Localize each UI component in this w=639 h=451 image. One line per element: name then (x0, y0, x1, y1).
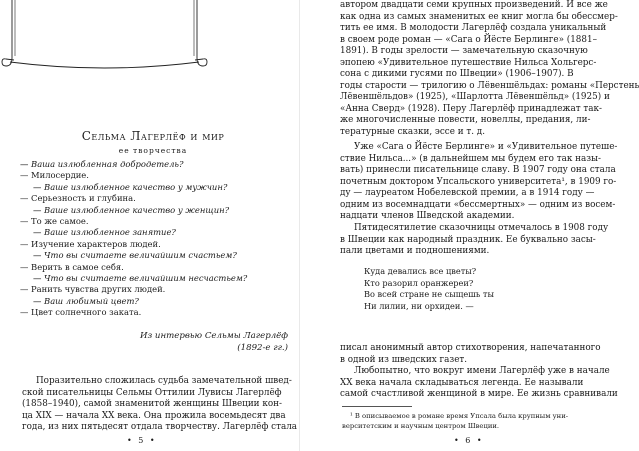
dialog-answer: — Серьезность и глубина. (20, 193, 136, 204)
body-line: Любопытно, что вокруг имени Лагерлёф уже в начале (354, 366, 610, 376)
body-line: сона с дикими гусями по Швеции» (1906–1907). В (340, 69, 574, 79)
dialog-answer: — Верить в самое себя. (20, 261, 124, 272)
body-line: Пятидесятилетие сказочницы отмечалось в 1908 году (354, 223, 609, 233)
source-line-2: (1892-е гг.) (237, 342, 288, 353)
body-line: тить ее имя. В молодости Лагерлёф создала уникальный (340, 23, 607, 33)
page-number-right: • 6 • (454, 436, 484, 445)
body-line: почетным доктором Упсальского университета¹, в 1909 го- (340, 176, 617, 187)
body-line: писал анонимный автор стихотворения, напечатанного (340, 343, 601, 353)
right-body-anniversary (340, 223, 609, 258)
source-line-1: Из интервью Сельмы Лагерлёф (140, 331, 288, 341)
dialog-answer: — Ранить чувства других людей. (20, 284, 166, 295)
left-page (0, 0, 300, 451)
body-line: ствие Нильса...» (в дальнейшем мы будем его так назы- (340, 153, 602, 164)
body-line: же многочисленные повести, новеллы, предания, ли- (340, 115, 591, 125)
body-line: пали цветами и подношениями. (340, 246, 490, 256)
body-line: (1858–1940), самой знаменитой женщины Швеции кон- (22, 399, 282, 409)
dialog-question: — Ваше излюбленное занятие? (33, 227, 176, 238)
footnote-line: верситетским и научным центром Швеции. (342, 421, 500, 430)
dialog-question: — Что вы считаете величайшим несчастьем? (33, 272, 248, 283)
body-line: ца XIX — начала XX века. Она прожила восемьдесят два (22, 410, 286, 421)
body-line: как одна из самых знаменитых ее книг могла бы обессмер- (340, 11, 618, 22)
right-body-bottom (340, 343, 618, 401)
body-line: надцати членов Шведской академии. (340, 211, 515, 221)
chapter-title-line-2: ее творчества (118, 146, 188, 155)
dialog-question: — Что вы считаете величайшим счастьем? (33, 250, 237, 261)
dialog-answer: — То же самое. (20, 215, 89, 226)
poem-line: Ни лилии, ни орхидеи. — (364, 300, 474, 311)
dialog-answer: — Милосердие. (20, 170, 89, 181)
body-line: тературные сказки, эссе и т. д. (340, 126, 486, 137)
left-body-text (22, 376, 298, 434)
dialog-answer: — Изучение характеров людей. (20, 238, 161, 249)
footnote-line: ¹ В описываемое в романе время Упсала была крупным уни- (350, 412, 569, 420)
right-body-fame (340, 142, 618, 223)
interview-source (20, 331, 288, 354)
body-line: Лёвеншёльдов» (1925), «Шарлотта Лёвеншёльд» (1925) и (340, 92, 610, 102)
body-line: годы старости — трилогию о Лёвеншёльдах: романы «Перстень (340, 80, 639, 91)
dialog-question: — Ваша излюбленная добродетель? (20, 159, 184, 169)
body-line: ду — лауреатом Нобелевской премии, а в 1914 году — (340, 188, 595, 198)
footnote-rule (342, 406, 412, 407)
dialog-question: — Ваше излюбленное качество у мужчин? (33, 181, 228, 192)
body-line: года, из них пятьдесят отдала творчеству. Лагерлёф стала (22, 422, 298, 432)
body-line: автором двадцати семи крупных произведений. И все же (340, 0, 608, 10)
dialog-answer: — Цвет солнечного заката. (20, 307, 142, 318)
ornament-frame (2, 0, 207, 74)
chapter-title (18, 130, 288, 157)
body-line: эпопею «Удивительное путешествие Нильса Хольгерс- (340, 57, 597, 68)
dialog-question: — Ваше излюбленное качество у женщин? (33, 204, 230, 215)
body-line: самой счастливой женщиной в мире. Ее жизнь сравнивали (340, 389, 618, 399)
body-line: в одной из шведских газет. (340, 354, 468, 365)
right-body-top (340, 0, 639, 138)
poem-line: Куда девались все цветы? (364, 266, 477, 276)
body-line: в Швеции как народный праздник. Ее буквально засы- (340, 234, 596, 245)
poem-line: Во всей стране не сыщешь ты (364, 289, 494, 299)
body-line: ской писательницы Сельмы Оттилии Лувисы Лагерлёф (22, 387, 282, 398)
poem-line: Кто разорил оранжереи? (364, 277, 474, 288)
body-line: Уже «Сага о Йёсте Берлинге» и «Удивительное путеше- (354, 142, 618, 152)
body-line: вать) принесли писательнице славу. В 1907 году она стала (340, 165, 616, 175)
interview-dialog (20, 159, 288, 318)
chapter-title-line-1: Сельма Лагерлёф и мир (81, 129, 225, 143)
page-number-left: • 5 • (127, 436, 157, 445)
poem-quote (364, 266, 564, 312)
body-line: «Анна Сверд» (1928). Перу Лагерлёф принадлежат так- (340, 103, 603, 114)
footnote (342, 412, 594, 431)
dialog-question: — Ваш любимый цвет? (33, 295, 139, 306)
body-line: в своем роде роман — «Сага о Йёсте Берлинге» (1881– (340, 34, 597, 45)
body-line: XX века начала складываться легенда. Ее называли (340, 377, 584, 388)
body-line: одним из восемнадцати «бессмертных» — одним из восем- (340, 199, 616, 210)
body-line: Поразительно сложилась судьба замечательной швед- (36, 376, 292, 386)
right-page (300, 0, 639, 451)
body-line: 1891). В годы зрелости — замечательную сказочную (340, 46, 588, 56)
